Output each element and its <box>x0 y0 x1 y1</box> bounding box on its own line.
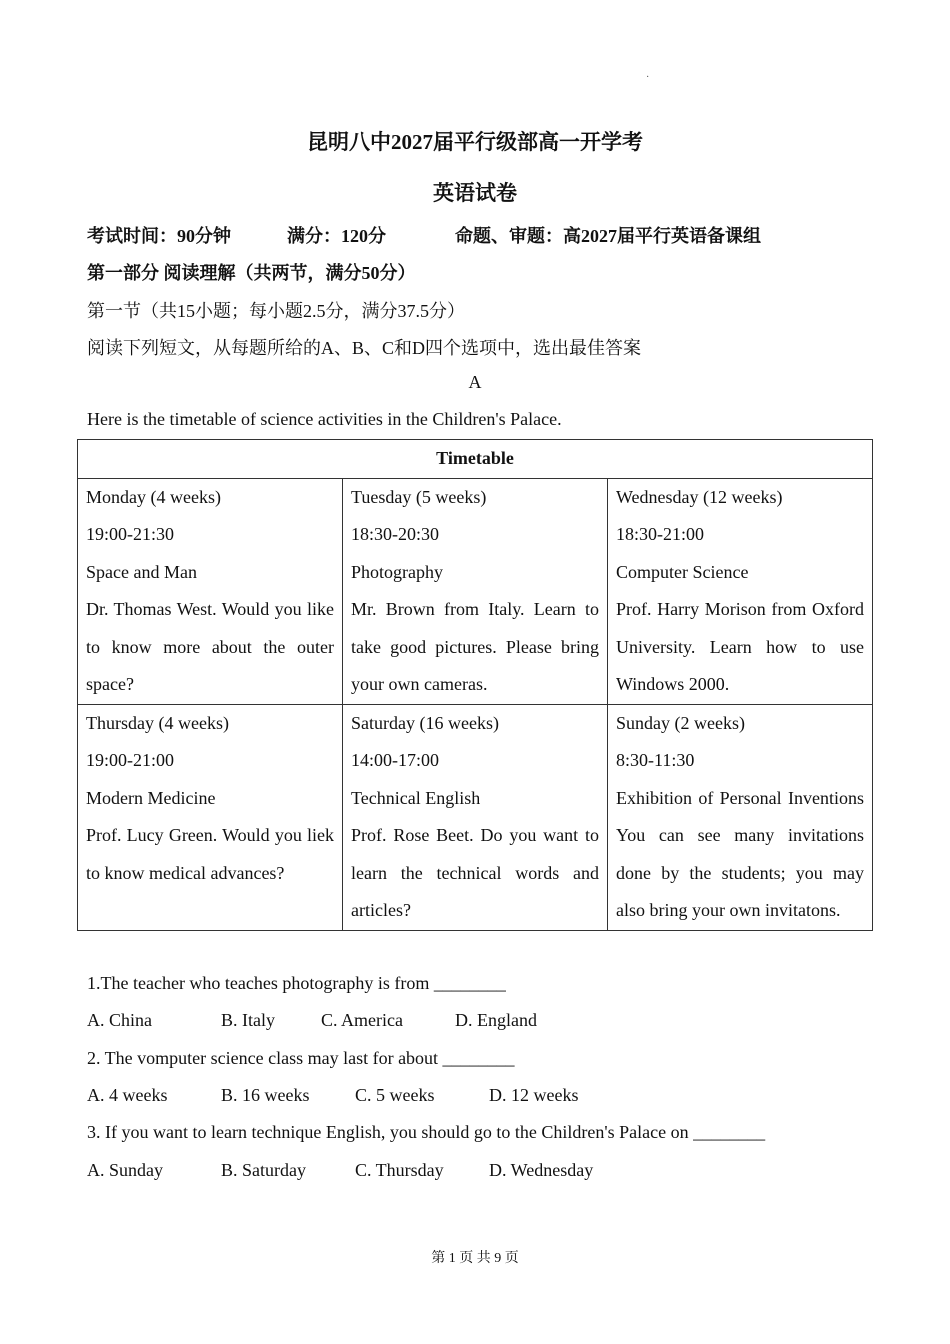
cell-day: Sunday (2 weeks) <box>616 712 745 733</box>
cell-subject: Photography <box>351 561 443 582</box>
timetable-cell-thursday <box>78 704 343 930</box>
option-a: A. 4 weeks <box>87 1085 168 1105</box>
cell-desc: Prof. Rose Beet. Do you want to learn the technical words and articles? <box>351 825 599 920</box>
option-b: B. Italy <box>221 1010 275 1030</box>
cell-time: 8:30-11:30 <box>616 750 695 770</box>
cell-desc: Mr. Brown from Italy. Learn to take good pictures. Please bring your own cameras. <box>351 599 599 694</box>
cell-subject: Exhibition of Personal Inventions <box>616 787 864 808</box>
cell-subject: Technical English <box>351 787 481 808</box>
timetable-cell-tuesday <box>343 478 608 704</box>
question-1-stem: 1.The teacher who teaches photography is from ________ <box>87 973 506 993</box>
timetable-cell-monday <box>78 478 343 704</box>
instruction: 阅读下列短文，从每题所给的A、B、C和D四个选项中，选出最佳答案 <box>87 338 642 358</box>
cell-day: Thursday (4 weeks) <box>86 712 229 733</box>
cell-time: 18:30-21:00 <box>616 524 704 544</box>
option-d: D. 12 weeks <box>489 1085 579 1105</box>
option-c: C. Thursday <box>355 1160 444 1180</box>
timetable-cell-wednesday <box>608 478 873 704</box>
question-3-options <box>87 1160 593 1181</box>
cell-time: 14:00-17:00 <box>351 750 439 770</box>
timetable-cell-saturday <box>343 704 608 930</box>
part-title: 第一部分 阅读理解（共两节，满分50分） <box>87 263 416 283</box>
option-c: C. 5 weeks <box>355 1085 435 1105</box>
table-row <box>78 704 873 930</box>
cell-time: 18:30-20:30 <box>351 524 439 544</box>
option-d: D. England <box>455 1010 537 1030</box>
option-b: B. Saturday <box>221 1160 306 1180</box>
timetable-cell-sunday <box>608 704 873 930</box>
page-footer: 第 1 页 共 9 页 <box>431 1251 519 1266</box>
option-a: A. China <box>87 1010 152 1030</box>
cell-time: 19:00-21:00 <box>86 750 174 770</box>
cell-day: Saturday (16 weeks) <box>351 712 499 733</box>
table-row <box>78 478 873 704</box>
option-c: C. America <box>321 1010 403 1030</box>
timetable <box>77 439 873 931</box>
timetable-heading: Timetable <box>78 440 873 479</box>
cell-day: Wednesday (12 weeks) <box>616 486 783 507</box>
exam-time: 考试时间：90分钟 <box>87 226 231 246</box>
exam-meta <box>87 222 761 248</box>
cell-desc: Prof. Lucy Green. Would you liek to know medical advances? <box>86 825 334 883</box>
question-2-stem: 2. The vomputer science class may last for about ________ <box>87 1048 515 1068</box>
option-b: B. 16 weeks <box>221 1085 310 1105</box>
passage-label: A <box>468 372 482 392</box>
exam-subtitle: 英语试卷 <box>433 181 517 205</box>
cell-subject: Modern Medicine <box>86 787 216 808</box>
cell-desc: Dr. Thomas West. Would you like to know more about the outer space? <box>86 599 334 694</box>
passage-intro: Here is the timetable of science activities in the Children's Palace. <box>87 409 562 429</box>
cell-day: Monday (4 weeks) <box>86 486 221 507</box>
cell-day: Tuesday (5 weeks) <box>351 486 487 507</box>
option-d: D. Wednesday <box>489 1160 594 1180</box>
subsection-title: 第一节（共15小题；每小题2.5分，满分37.5分） <box>87 301 465 321</box>
question-1-options <box>87 1010 537 1031</box>
page-mark: · <box>646 72 650 83</box>
setters: 命题、审题：高2027届平行英语备课组 <box>455 226 761 246</box>
question-2-options <box>87 1085 578 1106</box>
cell-subject: Computer Science <box>616 561 749 582</box>
option-a: A. Sunday <box>87 1160 163 1180</box>
cell-subject: Space and Man <box>86 561 197 582</box>
cell-desc: Prof. Harry Morison from Oxford University. Learn how to use Windows 2000. <box>616 599 864 694</box>
exam-title: 昆明八中2027届平行级部高一开学考 <box>307 130 643 154</box>
full-score: 满分：120分 <box>287 226 386 246</box>
cell-desc: You can see many invitations done by the students; you may also bring your own invitatons. <box>616 825 864 920</box>
cell-time: 19:00-21:30 <box>86 524 174 544</box>
question-3-stem: 3. If you want to learn technique English, you should go to the Children's Palace on ________ <box>87 1122 766 1142</box>
